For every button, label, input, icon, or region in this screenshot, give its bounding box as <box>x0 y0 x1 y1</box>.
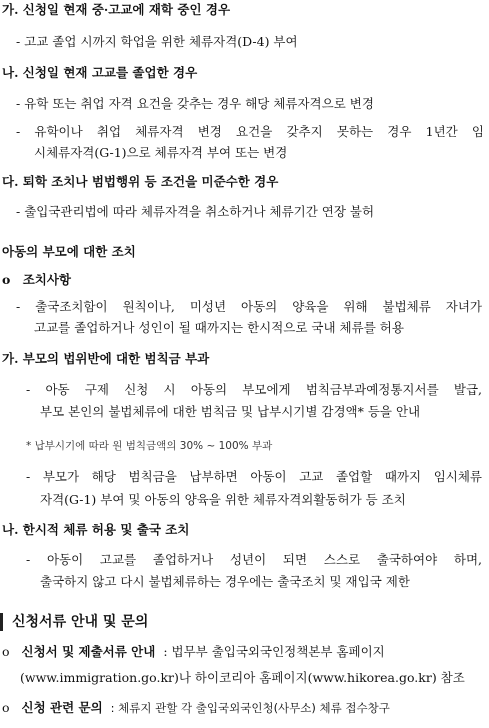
section-ga-fine-line-1: - 아동 구제 신청 시 아동의 부모에게 범칙금부과예정통지서를 발급, <box>26 382 482 397</box>
section-marker-bar <box>0 613 3 631</box>
inquiry-text: : 체류지 관할 각 출입국외국인청(사무소) 체류 접수창구 <box>110 701 390 715</box>
section-ga-enrolled-title: 가. 신청일 현재 중·고교에 재학 중인 경우 <box>2 2 231 17</box>
section-ga-fine-line-3: - 부모가 해당 범칙금을 납부하면 아동이 고교 졸업할 때까지 임시체류 <box>26 469 482 484</box>
inquiry-line <box>2 700 390 716</box>
section-na-temporary-stay-title: 나. 한시적 체류 허용 및 출국 조치 <box>2 522 190 537</box>
section-da-violation-item: - 출입국관리법에 따라 체류자격을 취소하거나 체류기간 연장 불허 <box>16 204 375 219</box>
section-ga-fine-note: * 납부시기에 따라 원 범칙금액의 30% ~ 100% 부과 <box>26 440 273 452</box>
section-ga-fine-line-4: 자격(G-1) 부여 및 아동의 양육을 위한 체류자격외활동허가 등 조치 <box>40 492 406 507</box>
documents-guide-text-1: : 법무부 출입국외국인정책본부 홈페이지 <box>163 644 385 659</box>
section-na-graduated-title: 나. 신청일 현재 고교를 졸업한 경우 <box>2 65 198 80</box>
circle-bullet-icon: o <box>2 644 10 659</box>
section-da-violation-title: 다. 퇴학 조치나 범법행위 등 조건을 미준수한 경우 <box>2 174 279 189</box>
section-ga-fine-line-2: 부모 본인의 불법체류에 대한 범칙금 및 납부시기별 감경액* 등을 안내 <box>40 404 421 419</box>
section-na-graduated-item-2-line-1: - 유학이나 취업 체류자격 변경 요건을 갖추지 못하는 경우 1년간 임 <box>16 124 484 139</box>
section-ga-fine-title: 가. 부모의 법위반에 대한 범칙금 부과 <box>2 351 210 366</box>
measures-line-1: - 출국조치함이 원칙이나, 미성년 아동의 양육을 위해 불법체류 자녀가 <box>16 299 482 314</box>
measures-line-2: 고교를 졸업하거나 성인이 될 때까지는 한시적으로 국내 체류를 허용 <box>34 320 404 335</box>
section-ga-enrolled-item: - 고교 졸업 시까지 학업을 위한 체류자격(D-4) 부여 <box>16 34 298 49</box>
parents-measures-heading: 아동의 부모에 대한 조치 <box>2 244 136 259</box>
circle-bullet-icon: o <box>2 700 10 715</box>
documents-guide-text-2: (www.immigration.go.kr)나 하이코리아 홈페이지(www.hikorea.go.kr) 참조 <box>20 670 465 685</box>
section-na-temporary-stay-line-1: - 아동이 고교를 졸업하거나 성년이 되면 스스로 출국하여야 하며, <box>26 552 482 567</box>
section-na-graduated-item-1: - 유학 또는 취업 자격 요건을 갖추는 경우 해당 체류자격으로 변경 <box>16 96 374 111</box>
circle-bullet-icon: o <box>2 272 11 287</box>
inquiry-label: 신청 관련 문의 <box>21 700 103 715</box>
measures-heading <box>2 272 71 288</box>
documents-guide-label: 신청서 및 제출서류 안내 <box>21 644 156 659</box>
section-na-temporary-stay-line-2: 출국하지 않고 다시 불법체류하는 경우에는 출국조치 및 재입국 제한 <box>40 574 410 589</box>
documents-guide-line-1 <box>2 644 385 660</box>
measures-title: 조치사항 <box>22 272 72 287</box>
section-na-graduated-item-2-line-2: 시체류자격(G-1)으로 체류자격 부여 또는 변경 <box>34 145 288 160</box>
documents-inquiry-heading: 신청서류 안내 및 문의 <box>12 614 149 630</box>
